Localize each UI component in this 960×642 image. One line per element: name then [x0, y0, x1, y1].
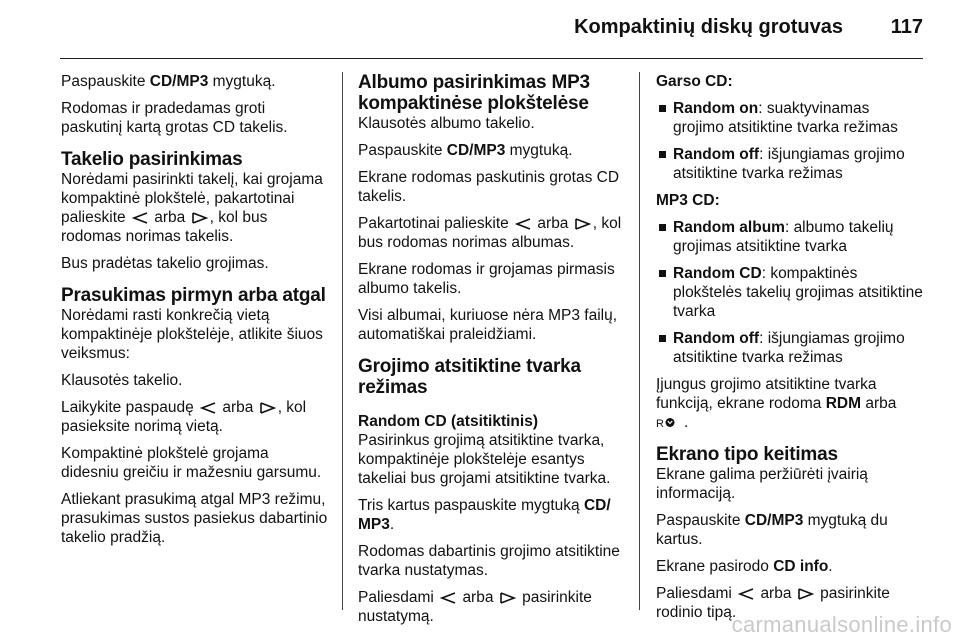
paragraph: Ekrane galima peržiūrėti įvairią informaciją. — [656, 466, 868, 502]
arrow-left-icon — [738, 588, 754, 600]
section-heading: Prasukimas pirmyn arba atgal — [61, 285, 326, 306]
paragraph: Norėdami pasirinkti takelį, kai grojama kompaktinė plokštelė, pakartotinai palieskite arba , kol bus rodomas norimas takelis. — [61, 171, 323, 245]
paragraph: Ekrane rodomas paskutinis grotas CD takelis. — [358, 169, 620, 205]
paragraph: Įjungus grojimo atsitiktine tvarka funkciją, ekrane rodoma RDM arba R . — [656, 376, 897, 431]
subsection-heading: Random CD (atsitiktinis) — [358, 413, 538, 430]
mp3-cd-label: MP3 CD: — [656, 192, 720, 209]
list-item: Random off: išjungiamas grojimo atsitiktine tvarka režimas — [656, 329, 924, 367]
arrow-left-icon — [132, 212, 148, 224]
section-heading: Albumo pasirinkimas MP3 kompaktinėse plokštelėse — [358, 72, 590, 114]
column-middle — [358, 72, 626, 634]
arrow-right-icon — [500, 592, 516, 604]
paragraph: Rodomas ir pradedamas groti paskutinį kartą grotas CD takelis. — [61, 100, 288, 136]
bullet-square-icon — [659, 105, 666, 112]
list-item: Random on: suaktyvinamas grojimo atsitiktine tvarka režimas — [656, 99, 924, 137]
paragraph: Ekrane pasirodo CD info. — [656, 558, 833, 575]
paragraph: Ekrane rodomas ir grojamas pirmasis albumo takelis. — [358, 261, 615, 297]
paragraph: Pakartotinai palieskite arba , kol bus rodomas norimas albumas. — [358, 215, 622, 251]
paragraph: Paspauskite CD/MP3 mygtuką. — [61, 73, 276, 90]
list-item: Random off: išjungiamas grojimo atsitiktine tvarka režimas — [656, 145, 924, 183]
paragraph: Pasirinkus grojimą atsitiktine tvarka, kompaktinėje plokštelėje esantys takeliai bus grojami atsitiktine tvarka. — [358, 432, 611, 487]
garso-cd-label: Garso CD: — [656, 73, 733, 90]
list-item: Random CD: kompaktinės plokštelės takelių grojimas atsitiktine tvarka — [656, 264, 924, 321]
paragraph: Klausotės takelio. — [61, 372, 183, 389]
paragraph: Visi albumai, kuriuose nėra MP3 failų, automatiškai praleidžiami. — [358, 307, 618, 343]
paragraph: Tris kartus paspauskite mygtuką CD/ MP3. — [358, 497, 611, 533]
svg-text:R: R — [656, 418, 664, 429]
paragraph: Bus pradėtas takelio grojimas. — [61, 255, 269, 272]
column-left — [61, 72, 329, 555]
paragraph: Klausotės albumo takelio. — [358, 115, 535, 132]
paragraph: Kompaktinė plokštelė grojama didesniu greičiu ir mažesniu garsumu. — [61, 445, 322, 481]
arrow-left-icon — [515, 218, 531, 230]
arrow-right-icon — [575, 218, 591, 230]
paragraph: Rodomas dabartinis grojimo atsitiktine tvarka nustatymas. — [358, 543, 620, 579]
paragraph: Paspauskite CD/MP3 mygtuką du kartus. — [656, 512, 888, 548]
paragraph: Atliekant prasukimą atgal MP3 režimu, prasukimas sustos pasiekus dabartinio takelio pradžią. — [61, 491, 328, 546]
arrow-right-icon — [260, 402, 276, 414]
page-header — [60, 0, 923, 59]
paragraph: Laikykite paspaudę arba , kol pasieksite norimą vietą. — [61, 399, 307, 435]
list-item: Random album: albumo takelių grojimas atsitiktine tvarka — [656, 218, 924, 256]
column-divider — [639, 72, 640, 610]
section-heading: Grojimo atsitiktine tvarka režimas — [358, 356, 581, 398]
watermark: carmanualsonline.info — [731, 612, 952, 637]
arrow-right-icon — [192, 212, 208, 224]
arrow-right-icon — [798, 588, 814, 600]
page-number: 117 — [890, 16, 923, 38]
bullet-square-icon — [659, 151, 666, 158]
random-indicator-icon — [656, 416, 682, 429]
bullet-square-icon — [659, 270, 666, 277]
arrow-left-icon — [440, 592, 456, 604]
bullet-square-icon — [659, 335, 666, 342]
paragraph: Paliesdami arba pasirinkite rodinio tipą. — [656, 585, 890, 621]
paragraph: Paliesdami arba pasirinkite nustatymą. — [358, 589, 592, 625]
bullet-square-icon — [659, 224, 666, 231]
paragraph: Norėdami rasti konkrečią vietą kompaktinėje plokštelėje, atlikite šiuos veiksmus: — [61, 307, 323, 362]
arrow-left-icon — [200, 402, 216, 414]
garso-options-list — [656, 99, 924, 183]
section-heading: Ekrano tipo keitimas — [656, 444, 838, 465]
section-heading: Takelio pasirinkimas — [61, 149, 243, 170]
paragraph: Paspauskite CD/MP3 mygtuką. — [358, 142, 573, 159]
page-title: Kompaktinių diskų grotuvas — [574, 16, 843, 38]
mp3-options-list — [656, 218, 924, 367]
column-divider — [342, 72, 343, 610]
column-right — [656, 72, 924, 630]
